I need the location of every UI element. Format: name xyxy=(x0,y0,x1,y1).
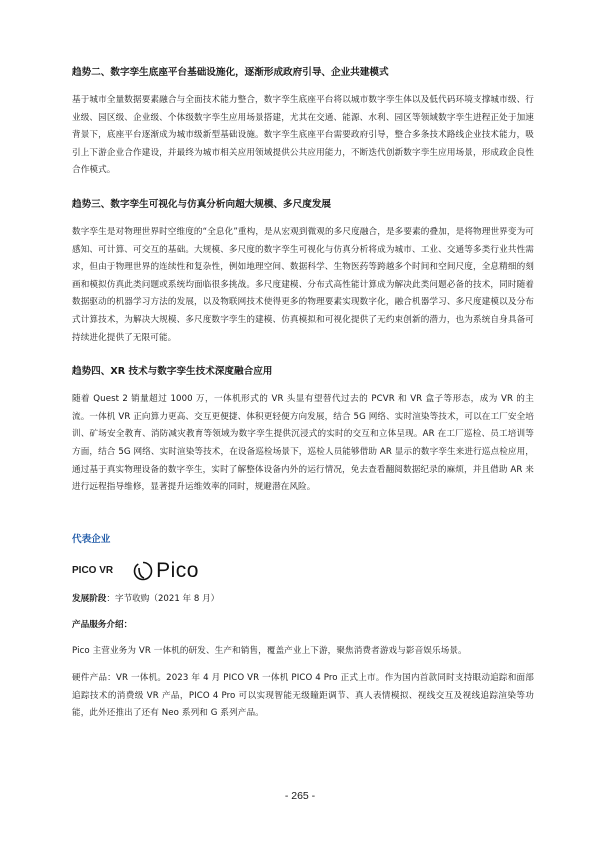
intro-colon: ： xyxy=(123,619,133,630)
hardware-paragraph: 硬件产品：VR 一体机。2023 年 4 月 PICO VR 一体机 PICO 4 Pro 正式上市。作为国内首款同时支持眼动追踪和面部追踪技术的消费级 VR 产品，PICO 4 Pro 可以实现智能无级瞳距调节、真人表情模拟、视线交互及视线追踪渲染等功能，此外还推出了还有 Neo 系列和 G 系列产品。 xyxy=(72,673,534,719)
section-heading-trend-3: 趋势三、数字孪生可视化与仿真分析向超大规模、多尺度发展 xyxy=(72,198,332,210)
company-row xyxy=(72,557,534,585)
product-intro-heading xyxy=(72,617,534,634)
pico-logo xyxy=(133,559,199,583)
section-paragraph-trend-2: 基于城市全量数据要素融合与全面技术能力整合，数字孪生底座平台将以城市数字孪生体以及低代码环境支撑城市级、行业级、园区级、企业级、个体级数字孪生应用场景搭建，尤其在交通、能源、水利、园区等领域数字孪生进程正处于加速背景下，底座平台逐渐成为城市级新型基础设施。数字孪生底座平台需要政府引导，整合多条技术路线企业技术能力，吸引上下游企业合作建设，并最终为城市相关应用领域提供公共应用能力，不断迭代创新数字孪生应用场景，形成政企良性合作模式。 xyxy=(72,95,534,176)
stage-label: 发展阶段 xyxy=(72,593,107,604)
pico-logo-mark-icon xyxy=(133,561,153,581)
section-paragraph-trend-3: 数字孪生是对物理世界时空维度的“全息化”重构，是从宏观到微观的多尺度融合，是多要素的叠加，是将物理世界变为可感知、可计算、可交互的基础。大规模、多尺度的数字孪生可视化与仿真分析将成为城市、工业、交通等多类行业共性需求，但由于物理世界的连续性和复杂性，例如地理空间、数据科学、生物医药等跨越多个时间和空间尺度，全息精细的刻画和模拟仿真此类问题或系统均面临很多挑战。多尺度建模、分布式高性能计算成为解决此类问题必备的技术，同时随着数据驱动的机器学习方法的发展，以及物联网技术使得更多的物理要素实现数字化，融合机器学习、多尺度建模以及分布式计算技术，为解决大规模、多尺度数字孪生的建模、仿真模拟和可视化提供了无约束创新的潜力，也为系统自身具备可持续进化提供了无限可能。 xyxy=(72,226,534,343)
page-content xyxy=(72,66,534,723)
company-name: PICO VR xyxy=(72,565,114,577)
development-stage xyxy=(72,591,534,608)
stage-value: ：字节收购（2021 年 8 月） xyxy=(106,593,220,604)
section-heading-trend-2: 趋势二、数字孪生底座平台基础设施化，逐渐形成政府引导、企业共建模式 xyxy=(72,67,389,78)
page-number: - 265 - xyxy=(284,790,316,802)
intro-label: 产品服务介绍 xyxy=(72,619,124,630)
section-paragraph-trend-4: 随着 Quest 2 销量超过 1000 万，一体机形式的 VR 头显有望替代过去的 PCVR 和 VR 盒子等形态，成为 VR 的主流。一体机 VR 正向算力更高、交互更便捷、体积更轻便方向发展，结合 5G 网络、实时渲染等技术，可以在工厂安全培训、矿场安全教育、消防减灾教育等领域为数字孪生提供沉浸式的实时的交互和立体呈现。AR 在工厂巡检、员工培训等方面，结合 5G 网络、实时渲染等技术，在设备巡检场景下，巡检人员能够借助 AR 显示的数字孪生来进行巡点检应用，通过基于真实物理设备的数字孪生，实时了解整体设备内外的运行情况，免去查看翻阅数据纪录的麻烦，并且借助 AR 来进行远程指导维修，显著提升运维效率的同时，规避潜在风险。 xyxy=(72,394,534,493)
pico-logo-text: Pico xyxy=(156,558,199,582)
section-heading-trend-4: 趋势四、XR 技术与数字孪生技术深度融合应用 xyxy=(72,366,273,378)
product-intro-paragraph: Pico 主营业务为 VR 一体机的研发、生产和销售，覆盖产业上下游，聚焦消费者游戏与影音娱乐场景。 xyxy=(72,645,467,656)
representative-label: 代表企业 xyxy=(72,533,111,545)
